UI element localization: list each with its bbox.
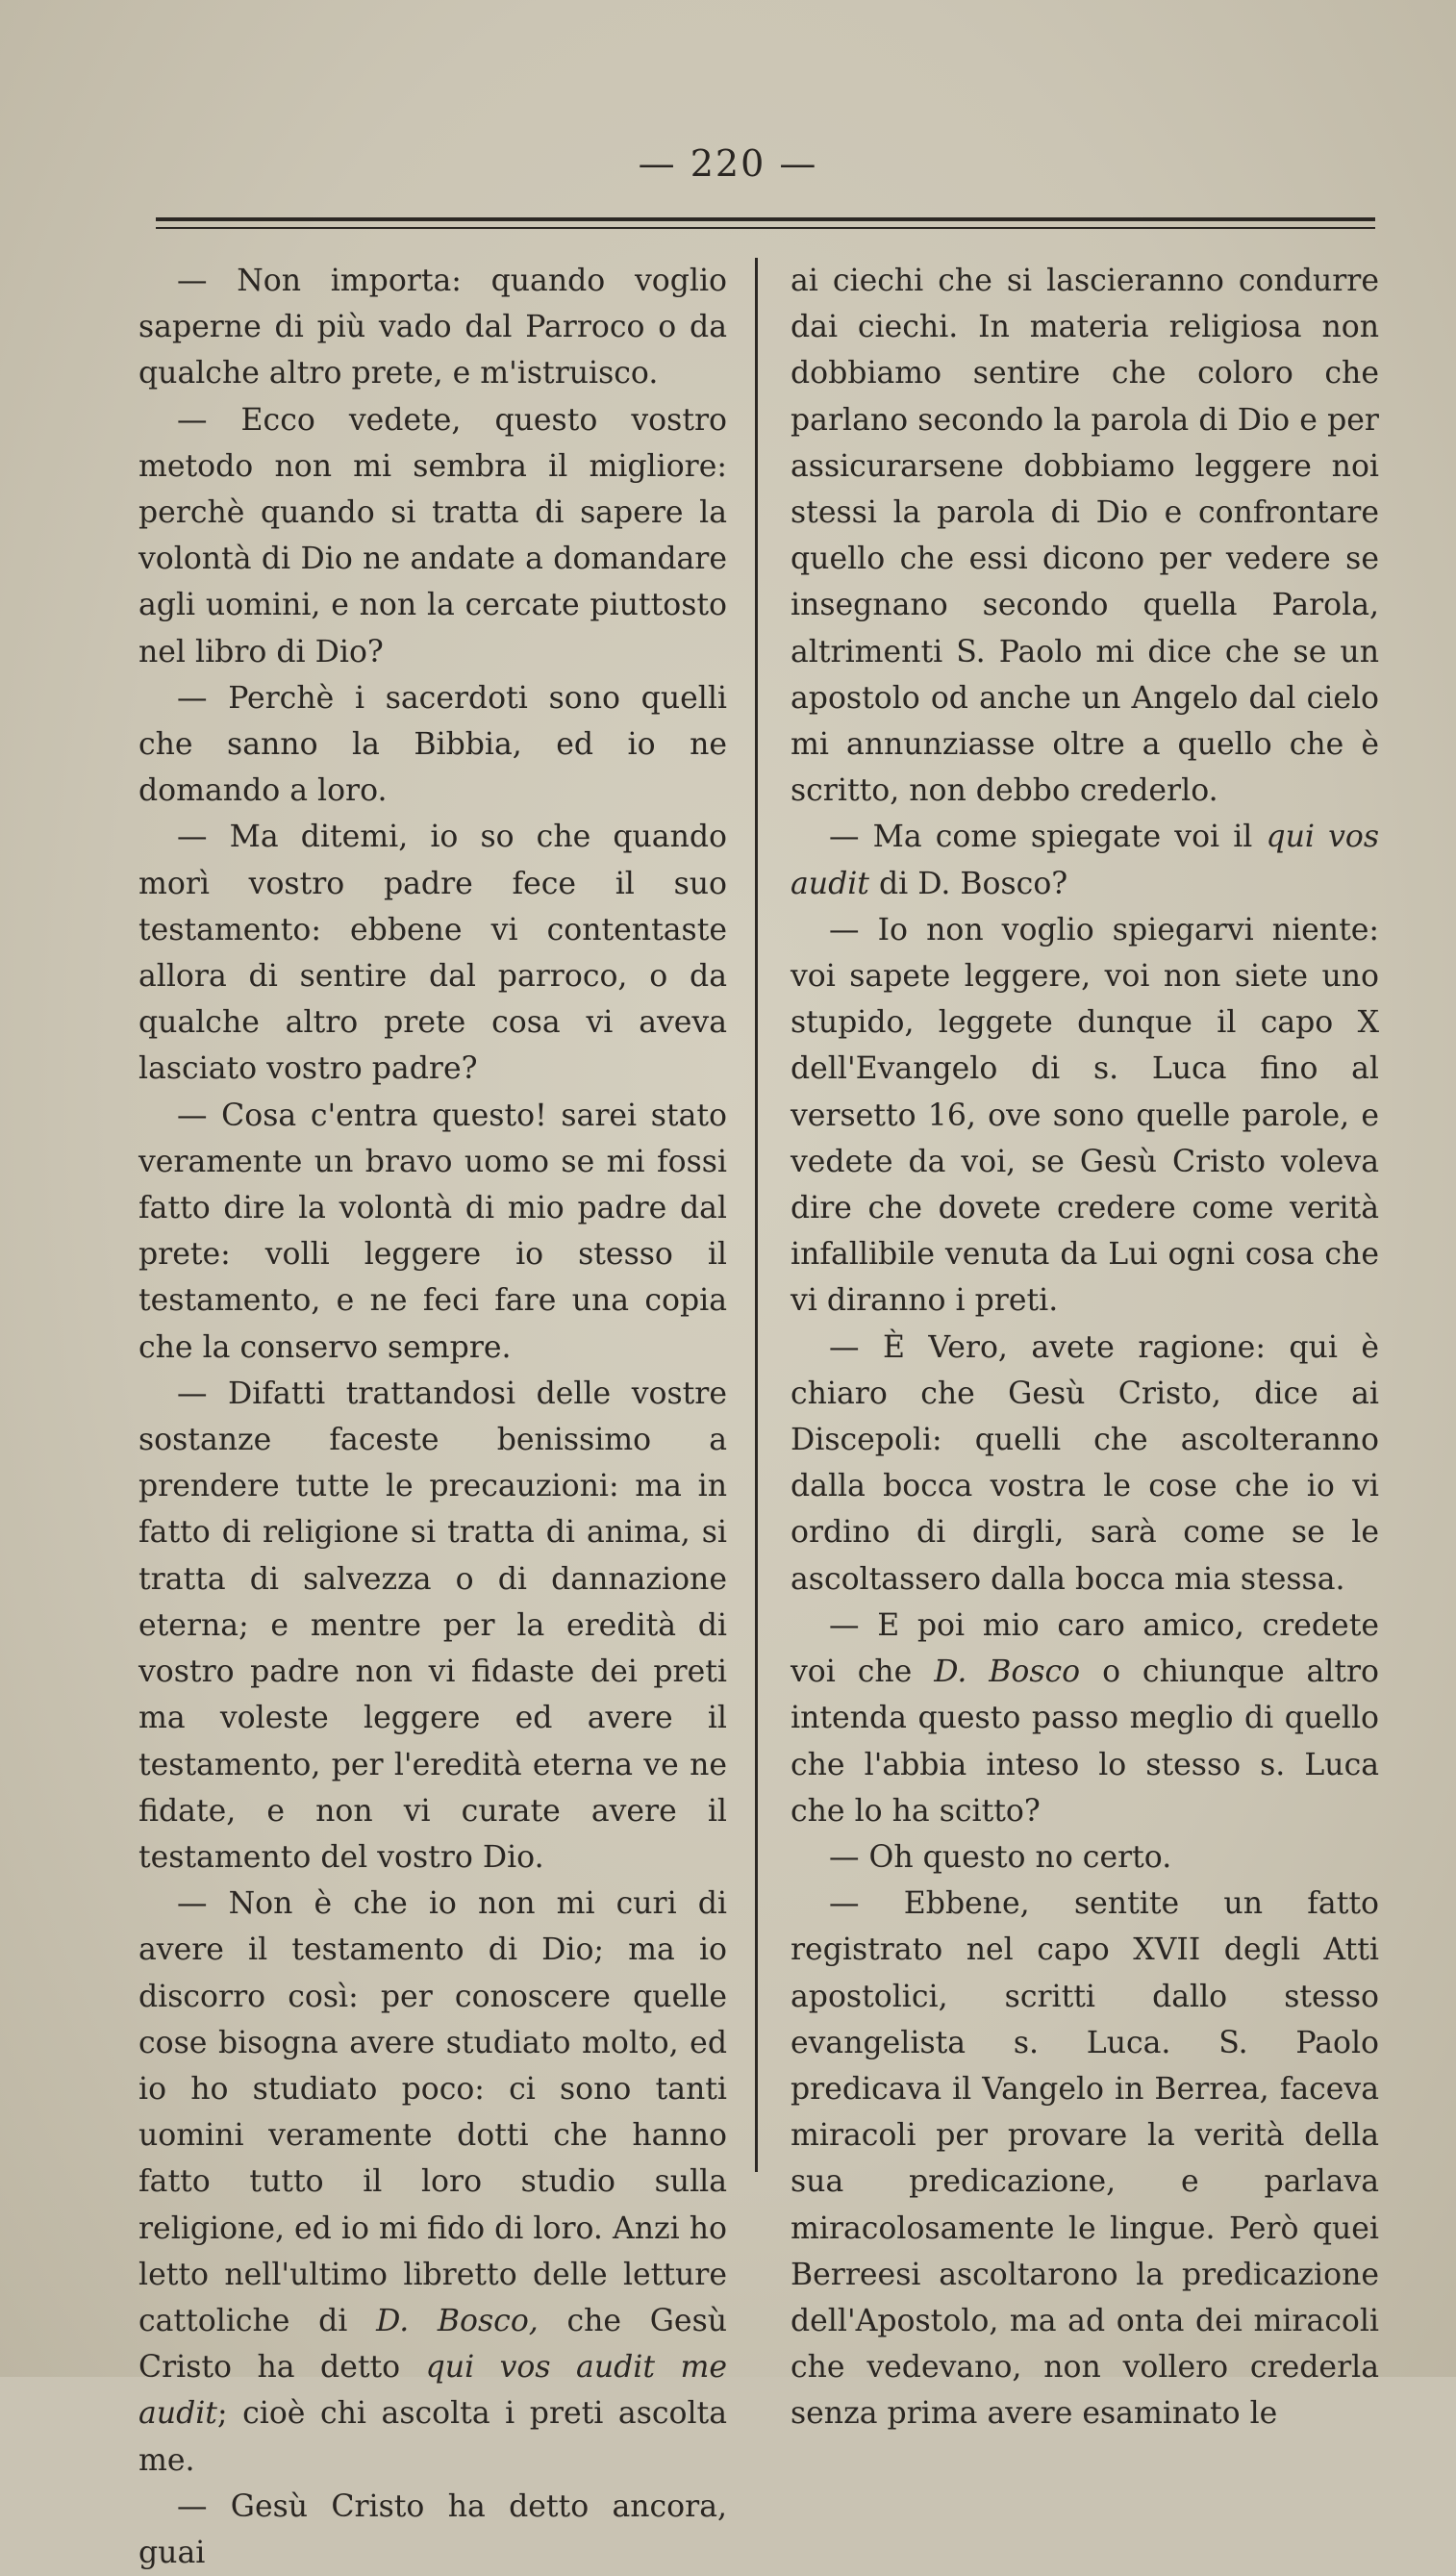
paragraph-text: — Non è che io non mi curi di avere il testamento di Dio; ma io discorro così: per conoscere quelle cose bisogna avere studiato molto, ed io ho studiato poco: ci sono tanti uomini veramente dotti che hanno fatto tutto il loro studio sulla religione, ed io mi fido di loro. Anzi ho letto nell'ultimo libretto delle letture cattoliche di bbox=[138, 1886, 727, 2338]
paragraph: — Gesù Cristo ha detto ancora, guai bbox=[138, 2488, 727, 2570]
italic-name: D. Bosco bbox=[934, 1654, 1081, 1690]
paragraph bbox=[138, 1881, 727, 2484]
paragraph-text: di D. Bosco? bbox=[878, 866, 1068, 901]
paragraph: — Ebbene, sentite un fatto registrato nel capo XVII degli Atti apostolici, scritti dallo stesso evangelista s. Luca. S. Paolo predicava il Vangelo in Berrea, faceva miracoli per provare la verità della sua predicazione, e parlava miracolosamente le lingue. Però quei Berreesi ascoltarono la predicazione dell'Apostolo, ma ad onta dei miracoli che vedevano, non vollero crederla senza prima avere esaminato le bbox=[791, 1886, 1379, 2432]
paragraph: — Cosa c'entra questo! sarei stato veramente un bravo uomo se mi fossi fatto dire la volontà di mio padre dal prete: volli leggere io stesso il testamento, e ne feci fare una copia che la conservo sempre. bbox=[138, 1098, 727, 1365]
latin-quote: qui vos audit me audit bbox=[138, 2350, 727, 2432]
paragraph: — È Vero, avete ragione: qui è chiaro che Gesù Cristo, dice ai Discepoli: quelli che ascolteranno dalla bocca vostra le cose che io vi ordino di dirgli, sarà come se le ascoltassero dalla bocca mia stessa. bbox=[791, 1329, 1379, 1597]
paragraph bbox=[791, 814, 1379, 906]
latin-quote: qui vos audit bbox=[791, 820, 1379, 901]
paragraph: — Perchè i sacerdoti sono quelli che sanno la Bibbia, ed io ne domando a loro. bbox=[138, 680, 727, 809]
paragraph: — Io non voglio spiegarvi niente: voi sapete leggere, voi non siete uno stupido, leggete dunque il capo X dell'Evangelo di s. Luca fino al versetto 16, ove sono quelle parole, e vedete da voi, se Gesù Cristo voleva dire che dovete credere come verità infallibile venuta da Lui ogni cosa che vi diranno i preti. bbox=[791, 912, 1379, 1319]
column-divider bbox=[755, 258, 758, 2172]
paragraph: — Ecco vedete, questo vostro metodo non mi sembra il migliore: perchè quando si tratta di sapere la volontà di Dio ne andate a domandare agli uomini, e non la cercate piuttosto nel libro di Dio? bbox=[138, 402, 727, 669]
paragraph-text: o chiunque altro intenda questo passo meglio di quello che l'abbia inteso lo stesso s. Luca che lo ha scitto? bbox=[791, 1654, 1380, 1829]
left-column bbox=[138, 258, 727, 2576]
paragraph: — Difatti trattandosi delle vostre sostanze faceste benissimo a prendere tutte le precauzioni: ma in fatto di religione si tratta di anima, si tratta di salvezza o di dannazione eterna; e mentre per la eredità di vostro padre non vi fidaste dei preti ma voleste leggere ed avere il testamento, per l'eredità eterna ve ne fidate, e non vi curate avere il testamento del vostro Dio. bbox=[138, 1376, 727, 1875]
page-number: — 220 — bbox=[638, 142, 818, 185]
paragraph: — Ma ditemi, io so che quando morì vostro padre fece il suo testamento: ebbene vi contentaste allora di sentire dal parroco, o da qualche altro prete cosa vi aveva lasciato vostro padre? bbox=[138, 820, 727, 1087]
paragraph bbox=[791, 1603, 1379, 1834]
paragraph-text: che Gesù Cristo ha detto bbox=[138, 2303, 728, 2386]
header-rule bbox=[156, 217, 1375, 229]
paragraph: — Oh questo no certo. bbox=[829, 1839, 1172, 1875]
paragraph-text: ; cioè chi ascolta i preti ascolta me. bbox=[138, 2396, 727, 2478]
italic-name: D. Bosco, bbox=[376, 2303, 539, 2338]
paragraph-text: — E poi mio caro amico, credete voi che bbox=[791, 1607, 1379, 1690]
paragraph: — Non importa: quando voglio saperne di più vado dal Parroco o da qualche altro prete, e m'istruisco. bbox=[138, 264, 727, 391]
paragraph: ai ciechi che si lascieranno condurre dai ciechi. In materia religiosa non dobbiamo sentire che coloro che parlano secondo la parola di Dio e per assicurarsene dobbiamo leggere noi stessi la parola di Dio e confrontare quello che essi dicono per vedere se insegnano secondo quella Parola, altrimenti S. Paolo mi dice che se un apostolo od anche un Angelo dal cielo mi annunziasse oltre a quello che è scritto, non debbo crederlo. bbox=[791, 264, 1379, 809]
paragraph-text: — Ma come spiegate voi il bbox=[829, 820, 1253, 855]
right-column bbox=[791, 258, 1379, 2437]
